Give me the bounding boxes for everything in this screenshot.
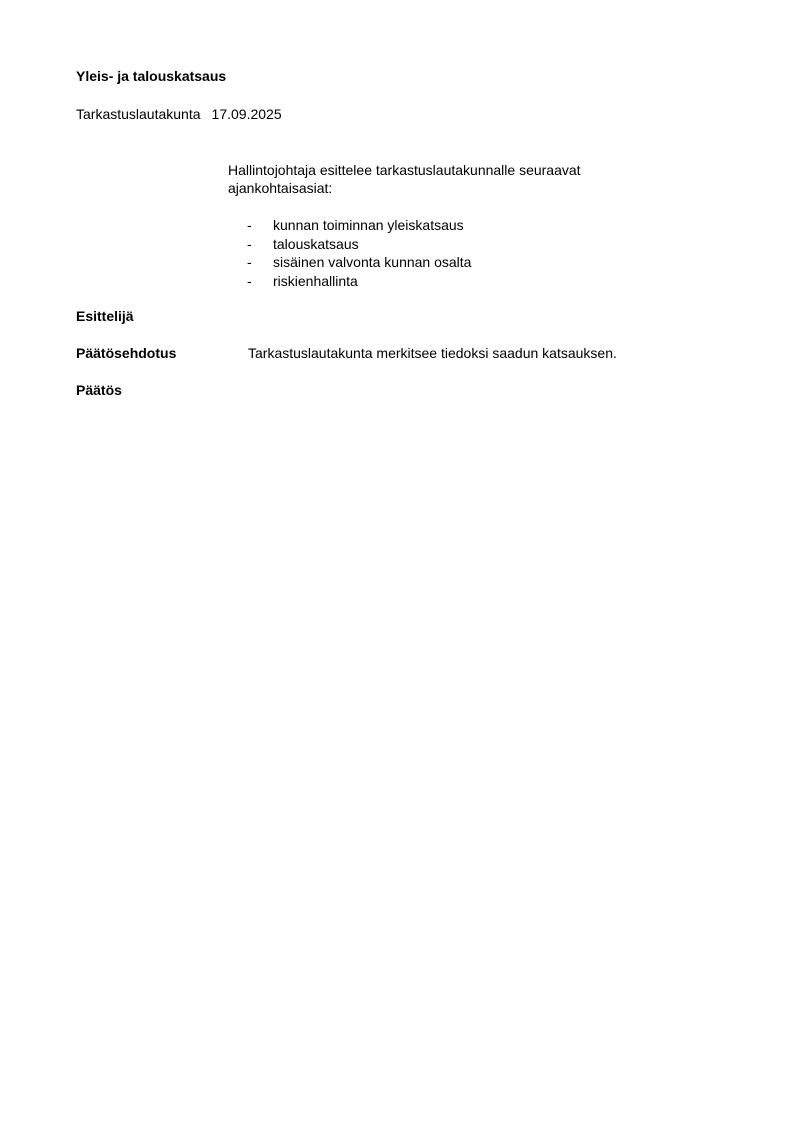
bullet-marker: - xyxy=(247,272,252,289)
list-item-text: riskienhallinta xyxy=(273,272,358,289)
list-item-text: kunnan toiminnan yleiskatsaus xyxy=(273,217,464,233)
proposal-label: Päätösehdotus xyxy=(76,345,177,361)
decision-label: Päätös xyxy=(76,382,122,398)
list-item xyxy=(247,235,471,254)
document-title: Yleis- ja talouskatsaus xyxy=(76,68,227,84)
presenter-label: Esittelijä xyxy=(76,308,134,324)
list-item xyxy=(247,216,471,235)
list-item-text: sisäinen valvonta kunnan osalta xyxy=(273,254,472,270)
meeting-body: Tarkastuslautakunta xyxy=(76,106,201,122)
list-item xyxy=(247,272,471,291)
list-item xyxy=(247,253,471,272)
meeting-info xyxy=(76,106,282,122)
bullet-marker: - xyxy=(247,254,252,270)
meeting-date: 17.09.2025 xyxy=(211,106,282,122)
agenda-list xyxy=(247,216,471,290)
proposal-text: Tarkastuslautakunta merkitsee tiedoksi saadun katsauksen. xyxy=(248,345,617,361)
list-item-text: talouskatsaus xyxy=(273,235,359,252)
bullet-marker: - xyxy=(247,217,252,233)
intro-paragraph: Hallintojohtaja esittelee tarkastuslautakunnalle seuraavat ajankohtaisasiat: xyxy=(228,162,581,196)
bullet-marker: - xyxy=(247,235,252,252)
